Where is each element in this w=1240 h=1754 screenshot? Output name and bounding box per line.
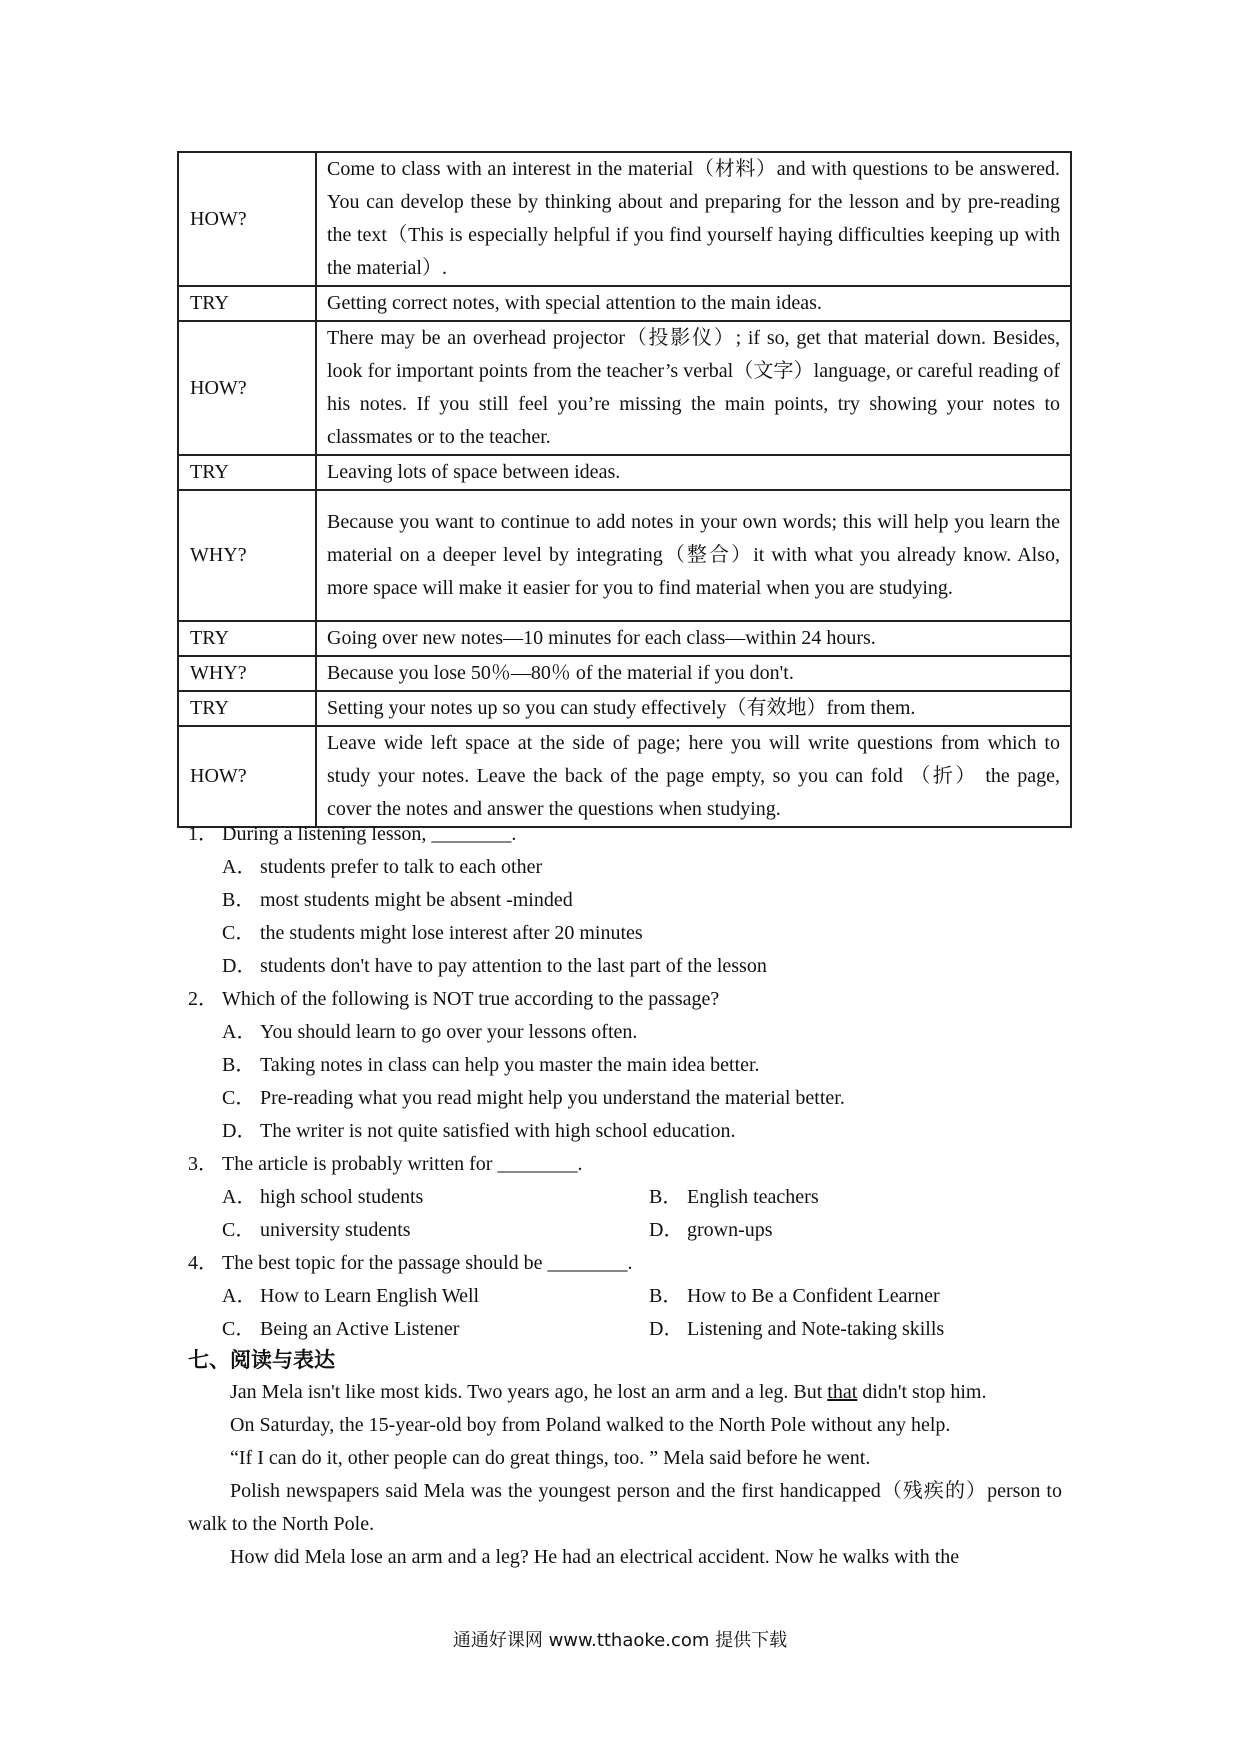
option-text: high school students <box>260 1186 424 1208</box>
question-4 <box>188 1247 1088 1280</box>
table-row <box>178 321 1071 455</box>
option-text: Listening and Note-taking skills <box>687 1318 945 1340</box>
table-row <box>178 621 1071 656</box>
option-text: English teachers <box>687 1186 819 1208</box>
option-text: most students might be absent -minded <box>260 889 573 911</box>
question-stem: During a listening lesson, ________. <box>222 823 517 845</box>
option-d[interactable] <box>649 1313 1076 1346</box>
table-row <box>178 490 1071 621</box>
table-row <box>178 152 1071 286</box>
option-row <box>188 1181 1088 1214</box>
option-letter: A． <box>222 1186 257 1208</box>
option-letter: D． <box>222 1120 257 1142</box>
option-d[interactable] <box>188 950 1088 983</box>
row-text: Leave wide left space at the side of page; here you will write questions from which to study your notes. Leave the back of the page empty, so you can fold （折） the page, cover the notes and answer the questions when studying. <box>316 726 1071 827</box>
option-letter: B． <box>649 1186 683 1208</box>
option-text: Pre-reading what you read might help you understand the material better. <box>260 1087 845 1109</box>
option-d[interactable] <box>649 1214 1076 1247</box>
row-label: HOW? <box>178 321 316 455</box>
option-text: students don't have to pay attention to the last part of the lesson <box>260 955 767 977</box>
row-text: Setting your notes up so you can study effectively（有效地）from them. <box>316 691 1071 726</box>
row-text: Going over new notes—10 minutes for each class—within 24 hours. <box>316 621 1071 656</box>
option-text: university students <box>260 1219 411 1241</box>
table-row <box>178 286 1071 321</box>
row-text: Come to class with an interest in the material（材料）and with questions to be answered. You can develop these by thinking about and preparing for the lesson and by pre-reading the text（This is especially helpful if you find yourself haying difficulties keeping up with the material）. <box>316 152 1071 286</box>
option-b[interactable] <box>649 1181 1076 1214</box>
section-heading: 七、阅读与表达 <box>188 1348 335 1372</box>
row-label: TRY <box>178 286 316 321</box>
option-letter: D． <box>649 1318 684 1340</box>
option-letter: C． <box>222 922 256 944</box>
table-row <box>178 656 1071 691</box>
option-letter: A． <box>222 856 257 878</box>
table-row <box>178 455 1071 490</box>
reading-passage <box>188 1376 1062 1574</box>
row-label: HOW? <box>178 726 316 827</box>
question-block <box>188 818 1088 1346</box>
row-label: HOW? <box>178 152 316 286</box>
row-text: Getting correct notes, with special attention to the main ideas. <box>316 286 1071 321</box>
option-letter: D． <box>222 955 257 977</box>
study-tips-table <box>177 151 1072 828</box>
paragraph-text: Jan Mela isn't like most kids. Two years ago, he lost an arm and a leg. But <box>230 1381 828 1403</box>
option-a[interactable] <box>222 1280 649 1313</box>
question-number: 1． <box>188 823 218 845</box>
question-stem: The article is probably written for ________. <box>222 1153 583 1175</box>
option-a[interactable] <box>222 1181 649 1214</box>
option-c[interactable] <box>222 1313 649 1346</box>
option-row <box>188 1214 1088 1247</box>
row-text: Leaving lots of space between ideas. <box>316 455 1071 490</box>
option-text: Taking notes in class can help you master the main idea better. <box>260 1054 760 1076</box>
option-text: Being an Active Listener <box>260 1318 460 1340</box>
page-footer: 通通好课网 www.tthaoke.com 提供下载 <box>452 1630 788 1651</box>
question-stem: The best topic for the passage should be ________. <box>222 1252 633 1274</box>
option-text: grown-ups <box>687 1219 773 1241</box>
option-row <box>188 1280 1088 1313</box>
option-b[interactable] <box>188 1049 1088 1082</box>
paragraph: Polish newspapers said Mela was the youngest person and the first handicapped（残疾的）person to walk to the North Pole. <box>188 1480 1062 1535</box>
paragraph: “If I can do it, other people can do great things, too. ” Mela said before he went. <box>230 1447 871 1469</box>
underlined-word: that <box>827 1381 858 1403</box>
option-a[interactable] <box>188 1016 1088 1049</box>
option-letter: B． <box>649 1285 683 1307</box>
row-label: TRY <box>178 691 316 726</box>
row-label: TRY <box>178 621 316 656</box>
option-letter: A． <box>222 1021 257 1043</box>
paragraph: On Saturday, the 15-year-old boy from Poland walked to the North Pole without any help. <box>230 1414 951 1436</box>
option-row <box>188 1313 1088 1346</box>
option-text: You should learn to go over your lessons often. <box>260 1021 638 1043</box>
row-text: Because you lose 50％—80％ of the material if you don't. <box>316 656 1071 691</box>
option-b[interactable] <box>649 1280 1076 1313</box>
option-letter: D． <box>649 1219 684 1241</box>
option-letter: B． <box>222 1054 256 1076</box>
question-stem: Which of the following is NOT true according to the passage? <box>222 988 720 1010</box>
option-c[interactable] <box>222 1214 649 1247</box>
option-d[interactable] <box>188 1115 1088 1148</box>
option-letter: B． <box>222 889 256 911</box>
row-label: TRY <box>178 455 316 490</box>
option-letter: C． <box>222 1087 256 1109</box>
paragraph: How did Mela lose an arm and a leg? He had an electrical accident. Now he walks with the <box>230 1546 960 1568</box>
question-2 <box>188 983 1088 1016</box>
question-number: 2． <box>188 988 218 1010</box>
option-text: How to Learn English Well <box>260 1285 480 1307</box>
option-text: the students might lose interest after 20 minutes <box>260 922 643 944</box>
option-letter: C． <box>222 1219 256 1241</box>
table-row <box>178 726 1071 827</box>
option-c[interactable] <box>188 1082 1088 1115</box>
row-label: WHY? <box>178 490 316 621</box>
question-3 <box>188 1148 1088 1181</box>
paragraph-text: didn't stop him. <box>857 1381 987 1403</box>
option-c[interactable] <box>188 917 1088 950</box>
option-a[interactable] <box>188 851 1088 884</box>
option-text: students prefer to talk to each other <box>260 856 543 878</box>
option-letter: C． <box>222 1318 256 1340</box>
question-1 <box>188 818 1088 851</box>
row-text: Because you want to continue to add notes in your own words; this will help you learn the material on a deeper level by integrating（整合）it with what you already know. Also, more space will make it easier for you to find material when you are studying. <box>316 490 1071 621</box>
row-text: There may be an overhead projector（投影仪）; if so, get that material down. Besides, look for important points from the teacher’s verbal（文字）language, or careful reading of his notes. If you still feel you’re missing the main points, try showing your notes to classmates or to the teacher. <box>316 321 1071 455</box>
option-b[interactable] <box>188 884 1088 917</box>
option-text: How to Be a Confident Learner <box>687 1285 940 1307</box>
option-letter: A． <box>222 1285 257 1307</box>
row-label: WHY? <box>178 656 316 691</box>
question-number: 4． <box>188 1252 218 1274</box>
paragraph <box>188 1376 1062 1409</box>
table-row <box>178 691 1071 726</box>
option-text: The writer is not quite satisfied with high school education. <box>260 1120 736 1142</box>
question-number: 3． <box>188 1153 218 1175</box>
